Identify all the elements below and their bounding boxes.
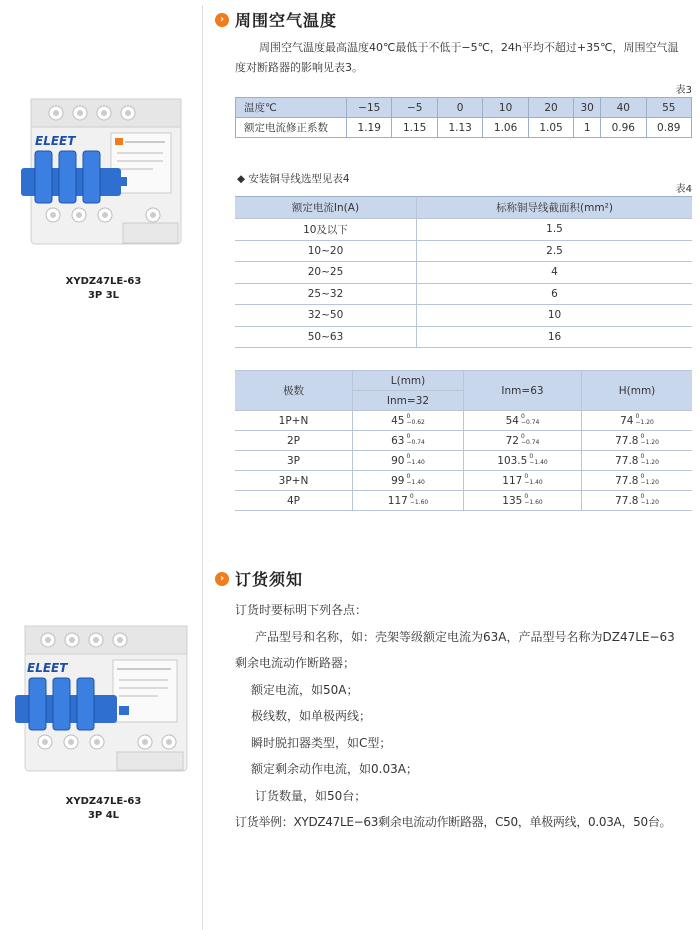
tolerance: [641, 434, 659, 446]
table-row: [235, 262, 692, 284]
table-cell: 1.5: [417, 219, 693, 241]
table-cell: 32~50: [235, 305, 417, 327]
dim-value: 74: [620, 414, 634, 427]
table-cell: [353, 431, 464, 451]
table-row: [235, 451, 692, 471]
table-header-cell: L(mm): [353, 371, 464, 391]
table-cell: 4P: [235, 491, 353, 511]
table-cell: 1.06: [483, 118, 528, 138]
table-cell: 0: [437, 98, 482, 118]
table-cell: 1: [574, 118, 601, 138]
order-line: 额定剩余动作电流，如0.03A；: [251, 762, 418, 776]
tol-lower: −1.60: [524, 498, 543, 506]
tol-upper: 0: [406, 452, 411, 460]
section-arrow-icon: ›: [215, 572, 229, 586]
tol-lower: −1.20: [640, 438, 659, 446]
table-row: [236, 118, 692, 138]
tolerance: [406, 474, 424, 486]
table-header-row: [235, 371, 692, 391]
table-row: [235, 305, 692, 327]
table-cell: [582, 411, 693, 431]
table-cell: 55: [646, 98, 692, 118]
tol-lower: −1.60: [409, 498, 429, 506]
tolerance: [521, 434, 539, 446]
tolerance: [641, 494, 659, 506]
product-panel: [5, 5, 203, 930]
table-header-row: [235, 197, 692, 219]
tol-lower: −0.62: [406, 418, 425, 426]
ordering-instructions: [235, 597, 695, 836]
dim-value: 117: [502, 474, 523, 487]
brand-logo-2: ELEET: [27, 661, 68, 675]
tol-upper: 0: [524, 472, 529, 480]
table-cell: 25~32: [235, 283, 417, 305]
dim-value: 90: [391, 454, 405, 467]
table-row: [236, 98, 692, 118]
product-model-2: XYDZ47LE-63: [65, 796, 142, 807]
section-title-ambient-temperature: [215, 8, 337, 31]
table-header-cell: 标称铜导线截面积(mm²): [417, 197, 693, 219]
table-cell: 1.19: [347, 118, 392, 138]
tol-lower: −1.20: [640, 478, 659, 486]
dim-value: 77.8: [615, 474, 639, 487]
table-cell: 20~25: [235, 262, 417, 284]
tolerance: [635, 414, 653, 426]
tol-upper: 0: [406, 432, 411, 440]
order-line: 订货数量，如50台；: [255, 788, 367, 803]
table-cell: 2.5: [417, 240, 693, 262]
table-cell: [582, 471, 693, 491]
tol-lower: −0.74: [406, 438, 425, 446]
tolerance: [641, 454, 659, 466]
table-row: [235, 491, 692, 511]
order-line: 剩余电流动作断路器；: [235, 656, 356, 670]
breaker-3p3l-image: [13, 93, 193, 253]
tol-lower: −1.40: [406, 458, 425, 466]
dim-value: 135: [502, 494, 523, 507]
table3-label: 表3: [675, 85, 692, 96]
product-model-1: XYDZ47LE-63: [65, 276, 142, 287]
tolerance: [406, 434, 424, 446]
table-cell: 40: [601, 98, 646, 118]
table5-dimensions: [235, 370, 692, 511]
table-cell: 温度℃: [236, 98, 347, 118]
order-line: 额定电流，如50A；: [251, 682, 359, 697]
tol-upper: 0: [524, 492, 529, 500]
order-line: 订货举例：XYDZ47LE−63剩余电流动作断路器，C50，单极两线，0.03A，50台。: [235, 815, 672, 829]
table-cell: [464, 431, 582, 451]
table-cell: 4: [417, 262, 693, 284]
table-row: [235, 283, 692, 305]
tol-upper: 0: [409, 492, 414, 500]
order-line: 极线数，如单极两线；: [251, 709, 372, 723]
table-cell: 1P+N: [235, 411, 353, 431]
tol-upper: 0: [640, 432, 645, 440]
section-title-text: 周围空气温度: [235, 11, 338, 30]
table-cell: [582, 431, 693, 451]
table3-temperature-correction: [235, 97, 692, 138]
tol-upper: 0: [520, 412, 525, 420]
table-cell: [582, 491, 693, 511]
table-cell: 1.13: [437, 118, 482, 138]
table-cell: [353, 451, 464, 471]
tolerance: [641, 474, 659, 486]
order-line: 瞬时脱扣器类型，如C型；: [251, 735, 392, 750]
dim-value: 103.5: [497, 454, 528, 467]
paragraph-line-2: 度对断路器的影响见表3。: [235, 61, 363, 74]
tol-upper: 0: [520, 432, 525, 440]
table-cell: 10~20: [235, 240, 417, 262]
table-cell: [353, 491, 464, 511]
table-cell: 10: [483, 98, 528, 118]
temperature-paragraph: [235, 38, 693, 78]
paragraph-line-1: 周围空气温度最高温度40℃最低于不低于−5℃，24h平均不超过+35℃，周围空气温: [259, 41, 679, 54]
table-row: [235, 240, 692, 262]
table-cell: 10及以下: [235, 219, 417, 241]
tol-lower: −0.74: [520, 418, 540, 426]
tol-upper: 0: [406, 412, 411, 420]
dim-value: 77.8: [615, 454, 639, 467]
table-cell: [582, 451, 693, 471]
table4-label: 表4: [675, 184, 692, 195]
table-cell: 1.15: [392, 118, 437, 138]
tol-lower: −1.40: [529, 458, 548, 466]
tolerance: [521, 414, 539, 426]
product-caption-1: [5, 275, 202, 303]
table-cell: 0.96: [601, 118, 646, 138]
section-title-ordering: [215, 567, 303, 590]
tolerance: [410, 494, 428, 506]
table-row: [235, 471, 692, 491]
product-caption-2: [5, 795, 202, 823]
tolerance: [524, 474, 542, 486]
table-cell: 16: [417, 326, 693, 348]
table-cell: −15: [347, 98, 392, 118]
table-cell: 额定电流修正系数: [236, 118, 347, 138]
tol-lower: −1.40: [406, 478, 425, 486]
product-spec-1: 3P 3L: [87, 290, 120, 301]
table-cell: 0.89: [646, 118, 692, 138]
section-arrow-icon: ›: [215, 13, 229, 27]
product-spec-2: 3P 4L: [87, 810, 120, 821]
table-cell: [464, 411, 582, 431]
table-row: [235, 431, 692, 451]
table4-wire-section: [235, 196, 692, 348]
table-cell: [464, 471, 582, 491]
table-row: [235, 326, 692, 348]
table-cell: [353, 471, 464, 491]
table-row: [235, 219, 692, 241]
table-cell: 20: [528, 98, 573, 118]
tol-upper: 0: [640, 472, 645, 480]
table-cell: −5: [392, 98, 437, 118]
table-header-cell: Inm=63: [464, 371, 582, 411]
table-cell: 30: [574, 98, 601, 118]
table-cell: [353, 411, 464, 431]
dim-value: 117: [387, 494, 408, 507]
breaker-3p4l-image: [13, 620, 193, 780]
tolerance: [406, 454, 424, 466]
dim-value: 72: [505, 434, 519, 447]
table-cell: 50~63: [235, 326, 417, 348]
tol-lower: −1.20: [640, 458, 659, 466]
tol-upper: 0: [529, 452, 534, 460]
table-cell: [464, 451, 582, 471]
brand-logo-1: ELEET: [35, 134, 76, 148]
table-header-cell: 极数: [235, 371, 353, 411]
dim-value: 45: [391, 414, 405, 427]
table-cell: [464, 491, 582, 511]
tol-lower: −1.20: [635, 418, 654, 426]
tol-lower: −1.40: [524, 478, 543, 486]
dim-value: 54: [505, 414, 519, 427]
table-header-cell: H(mm): [582, 371, 693, 411]
dim-value: 99: [391, 474, 405, 487]
table-header-cell: Inm=32: [353, 391, 464, 411]
table-cell: 6: [417, 283, 693, 305]
tolerance: [406, 414, 424, 426]
tol-upper: 0: [406, 472, 411, 480]
table-cell: 3P: [235, 451, 353, 471]
tol-upper: 0: [640, 452, 645, 460]
dim-value: 77.8: [615, 434, 639, 447]
wire-selection-note: ◆ 安装铜导线选型见表4: [237, 173, 350, 185]
table-row: [235, 411, 692, 431]
order-line: 产品型号和名称，如：壳架等级额定电流为63A，产品型号名称为DZ47LE−63: [255, 629, 675, 644]
table-cell: 10: [417, 305, 693, 327]
table-cell: 3P+N: [235, 471, 353, 491]
order-line: 订货时要标明下列各点：: [235, 603, 368, 617]
table-cell: 2P: [235, 431, 353, 451]
tol-upper: 0: [635, 412, 640, 420]
section-title-text: 订货须知: [235, 570, 304, 589]
tolerance: [524, 494, 542, 506]
tol-lower: −1.20: [640, 498, 659, 506]
tolerance: [529, 454, 547, 466]
table-header-cell: 额定电流In(A): [235, 197, 417, 219]
tol-lower: −0.74: [520, 438, 540, 446]
dim-value: 77.8: [615, 494, 639, 507]
table-cell: 1.05: [528, 118, 573, 138]
dim-value: 63: [391, 434, 405, 447]
tol-upper: 0: [640, 492, 645, 500]
